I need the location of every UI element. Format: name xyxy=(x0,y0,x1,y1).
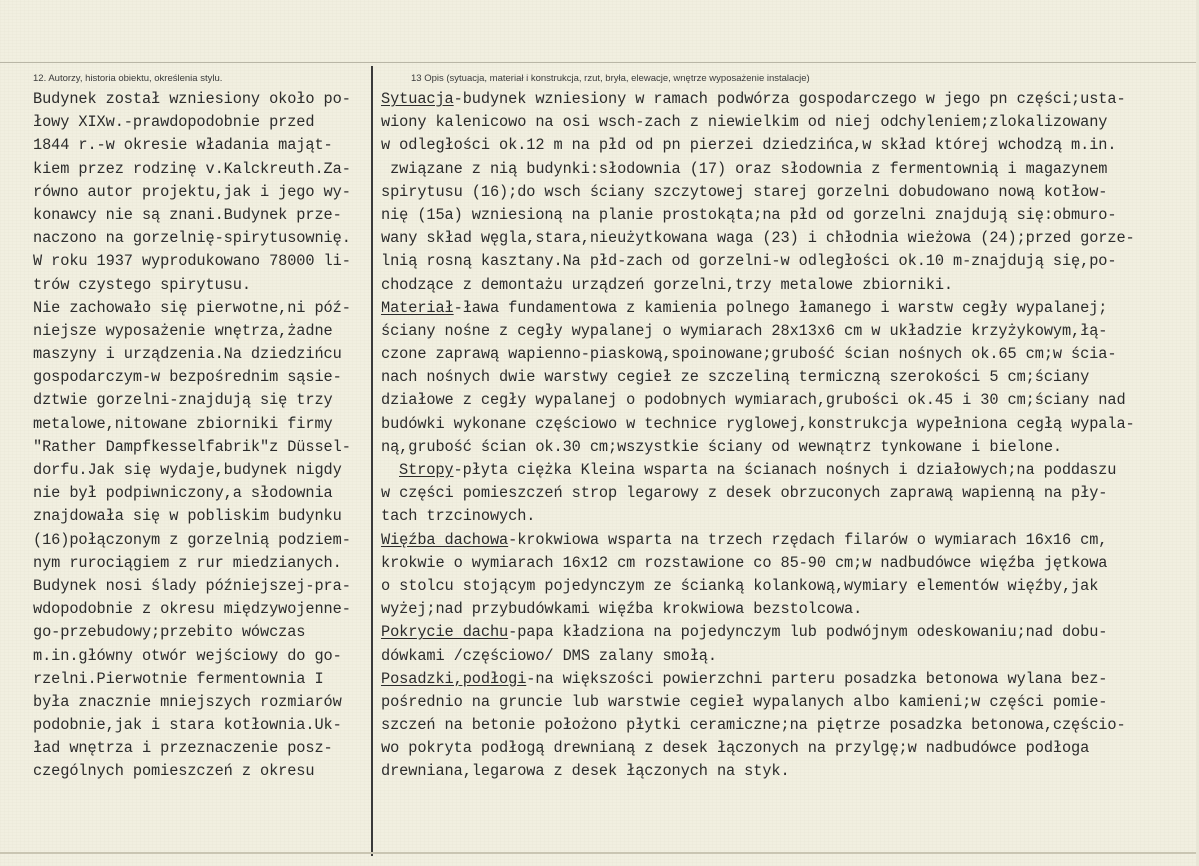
description-text: krokwie o wymiarach 16x12 cm rozstawione co 85-90 cm;w nadbudówce więźba jętkowa xyxy=(381,553,1108,572)
history-text-line: trów czystego spirytusu. xyxy=(33,275,251,294)
description-text: wo pokryta podłogą drewnianą z desek łączonych na przylgę;w nadbudówce podłoga xyxy=(381,739,1090,758)
history-text-line: dztwie gorzelni-znajdują się trzy xyxy=(33,391,333,410)
history-text-line: (16)połączonym z gorzelnią podziem- xyxy=(33,530,351,549)
history-text-line: nie był podpiwniczony,a słodownia xyxy=(33,484,333,503)
description-text-line xyxy=(381,320,1194,343)
description-text-line xyxy=(381,760,1194,783)
description-text: nię (15a) wzniesioną na planie prostokąta;na płd od gorzelni znajdują się:obmuro- xyxy=(381,205,1117,224)
description-text-line xyxy=(381,111,1194,134)
description-text-line xyxy=(381,389,1194,412)
description-text: działowe z cegły wypalanej o podobnych wymiarach,grubości ok.45 i 30 cm;ściany nad xyxy=(381,391,1126,410)
history-text-line: nym rurociągiem z rur miedzianych. xyxy=(33,553,342,572)
history-text-line: znajdowała się w pobliskim budynku xyxy=(33,507,342,526)
description-text: ną,grubość ścian ok.30 cm;wszystkie ściany od wewnątrz tynkowane i bielone. xyxy=(381,437,1062,456)
section-heading: Sytuacja xyxy=(381,90,454,108)
description-text: związane z nią budynki:słodownia (17) oraz słodownia z fermentownią i magazynem xyxy=(381,159,1108,178)
description-text: -na większości powierzchni parteru posadzka betonowa wylana bez- xyxy=(526,669,1108,688)
description-text-line xyxy=(381,413,1194,436)
history-text-line: metalowe,nitowane zbiorniki firmy xyxy=(33,414,333,433)
section-heading: Stropy xyxy=(399,461,454,479)
description-text-line xyxy=(381,274,1194,297)
description-text: chodzące z demontażu urządzeń gorzelni,trzy metalowe zbiorniki. xyxy=(381,275,954,294)
history-text-line: 1844 r.-w okresie władania mająt- xyxy=(33,136,333,155)
description-text-line xyxy=(381,621,1194,644)
description-text-line xyxy=(381,250,1194,273)
history-text-line: gospodarczym-w bezpośrednim sąsie- xyxy=(33,368,342,387)
history-text-line: Budynek został wzniesiony około po- xyxy=(33,90,351,108)
description-text-line xyxy=(381,227,1194,250)
history-text-line: maszyny i urządzenia.Na dziedzińcu xyxy=(33,345,342,364)
history-text-line: równo autor projektu,jak i jego wy- xyxy=(33,182,351,201)
section-heading: Pokrycie dachu xyxy=(381,623,509,642)
description-text-line xyxy=(381,691,1194,714)
description-text-line xyxy=(381,714,1194,737)
description-text-line xyxy=(381,505,1194,528)
bottom-rule xyxy=(0,852,1199,854)
history-text-line: konawcy nie są znani.Budynek prze- xyxy=(33,205,342,224)
history-text-line: łowy XIXw.-prawdopodobnie przed xyxy=(33,113,315,132)
description-text-line xyxy=(381,529,1194,552)
description-text: -budynek wzniesiony w ramach podwórza gospodarczego w jego pn części;usta- xyxy=(453,90,1126,108)
description-text-line xyxy=(381,204,1194,227)
description-text: o stolcu stojącym pojedynczym ze ścianką kolankową,wymiary elementów więźby,jak xyxy=(381,576,1099,595)
description-text: w części pomieszczeń strop legarowy z desek obrzuconych zaprawą wapienną na pły- xyxy=(381,484,1108,503)
history-text-line: naczono na gorzelnię-spirytusownię. xyxy=(33,229,351,248)
description-text: czone zaprawą wapienno-piaskową,spoinowane;grubość ścian nośnych ok.65 cm;w ścia- xyxy=(381,345,1117,364)
section-13-header: 13 Opis (sytuacja, materiał i konstrukcja, rzut, bryła, elewacje, wnętrze wyposażenie instalacje) xyxy=(411,73,810,84)
description-text-line xyxy=(381,459,1194,482)
description-text-line xyxy=(381,158,1194,181)
section-heading: Posadzki,podłogi xyxy=(381,669,527,688)
description-text: pośrednio na gruncie lub warstwie cegieł wypalanych albo kamieni;w części pomie- xyxy=(381,692,1108,711)
section-heading: Materiał xyxy=(381,298,454,317)
description-text-line xyxy=(381,181,1194,204)
column-divider xyxy=(371,66,373,856)
history-text-line: była znacznie mniejszych rozmiarów xyxy=(33,692,342,711)
description-text-line xyxy=(381,134,1194,157)
history-text-line: Budynek nosi ślady późniejszej-pra- xyxy=(33,576,351,595)
history-text-line: W roku 1937 wyprodukowano 78000 li- xyxy=(33,252,351,271)
description-text: -krokwiowa wsparta na trzech rzędach filarów o wymiarach 16x16 cm, xyxy=(508,530,1108,549)
description-text-line xyxy=(381,552,1194,575)
history-text-line: ład wnętrza i przeznaczenie posz- xyxy=(33,739,333,758)
description-text: drewniana,legarowa z desek łączonych na styk. xyxy=(381,762,790,781)
section-heading: Więźba dachowa xyxy=(381,530,509,549)
description-text-line xyxy=(381,668,1194,691)
description-text: spirytusu (16);do wsch ściany szczytowej starej gorzelni dobudowano nową kotłow- xyxy=(381,182,1108,201)
history-text-line: rzelni.Pierwotnie fermentownia I xyxy=(33,669,324,688)
description-text-line xyxy=(381,482,1194,505)
description-text: w odległości ok.12 m na płd od pn pierzei dziedzińca,w skład której wchodzą m.in. xyxy=(381,136,1117,155)
description-text: tach trzcinowych. xyxy=(381,507,536,526)
description-text-line xyxy=(381,436,1194,459)
description-text-line xyxy=(381,645,1194,668)
description-text: wiony kalenicowo na osi wsch-zach z niewielkim od niej odchyleniem;zlokalizowany xyxy=(381,113,1108,132)
history-text-line: wdopodobnie z okresu międzywojenne- xyxy=(33,600,351,619)
history-text-line: dorfu.Jak się wydaje,budynek nigdy xyxy=(33,461,342,479)
description-text: nach nośnych dwie warstwy cegieł ze szczeliną termiczną szerokości 5 cm;ściany xyxy=(381,368,1090,387)
history-text-line: Nie zachowało się pierwotne,ni póź- xyxy=(33,298,351,317)
description-text: -płyta ciężka Kleina wsparta na ścianach nośnych i działowych;na poddaszu xyxy=(453,461,1117,479)
history-text-line: kiem przez rodzinę v.Kalckreuth.Za- xyxy=(33,159,351,178)
top-rule xyxy=(0,62,1199,63)
description-text-line xyxy=(381,575,1194,598)
history-text-line: "Rather Dampfkesselfabrik"z Düssel- xyxy=(33,437,351,456)
description-text: budówki wykonane częściowo w technice ryglowej,konstrukcja wypełniona cegłą wypala- xyxy=(381,414,1135,433)
description-text: lnią rosną kasztany.Na płd-zach od gorzelni-w odległości ok.10 m-znajdują się,po- xyxy=(381,252,1117,271)
description-text-line xyxy=(381,598,1194,621)
description-column xyxy=(381,88,1194,784)
description-text-line xyxy=(381,343,1194,366)
description-text: -ława fundamentowa z kamienia polnego łamanego i warstw cegły wypalanej; xyxy=(453,298,1108,317)
description-text-line xyxy=(381,366,1194,389)
description-text: wyżej;nad przybudówkami więźba krokwiowa bezstolcowa. xyxy=(381,600,863,619)
history-text-line: czególnych pomieszczeń z okresu xyxy=(33,762,315,781)
history-column xyxy=(33,88,368,784)
history-text-line: go-przebudowy;przebito wówczas xyxy=(33,623,306,642)
section-12-header: 12. Autorzy, historia obiektu, określenia stylu. xyxy=(33,73,223,84)
history-text-line: podobnie,jak i stara kotłownia.Uk- xyxy=(33,716,342,735)
description-text: -papa kładziona na pojedynczym lub podwójnym odeskowaniu;nad dobu- xyxy=(508,623,1108,642)
description-text-line xyxy=(381,737,1194,760)
description-text: ściany nośne z cegły wypalanej o wymiarach 28x13x6 cm w układzie krzyżykowym,łą- xyxy=(381,321,1108,340)
description-text: dówkami /częściowo/ DMS zalany smołą. xyxy=(381,646,717,665)
history-text-line: m.in.główny otwór wejściowy do go- xyxy=(33,646,342,665)
history-text-line: niejsze wyposażenie wnętrza,żadne xyxy=(33,321,333,340)
description-text-line xyxy=(381,88,1194,111)
description-text-line xyxy=(381,297,1194,320)
description-text: szczeń na betonie położono płytki ceramiczne;na piętrze posadzka betonowa,częścio- xyxy=(381,716,1126,735)
description-text: wany skład węgla,stara,nieużytkowana waga (23) i chłodnia wieżowa (24);przed gorze- xyxy=(381,229,1135,248)
